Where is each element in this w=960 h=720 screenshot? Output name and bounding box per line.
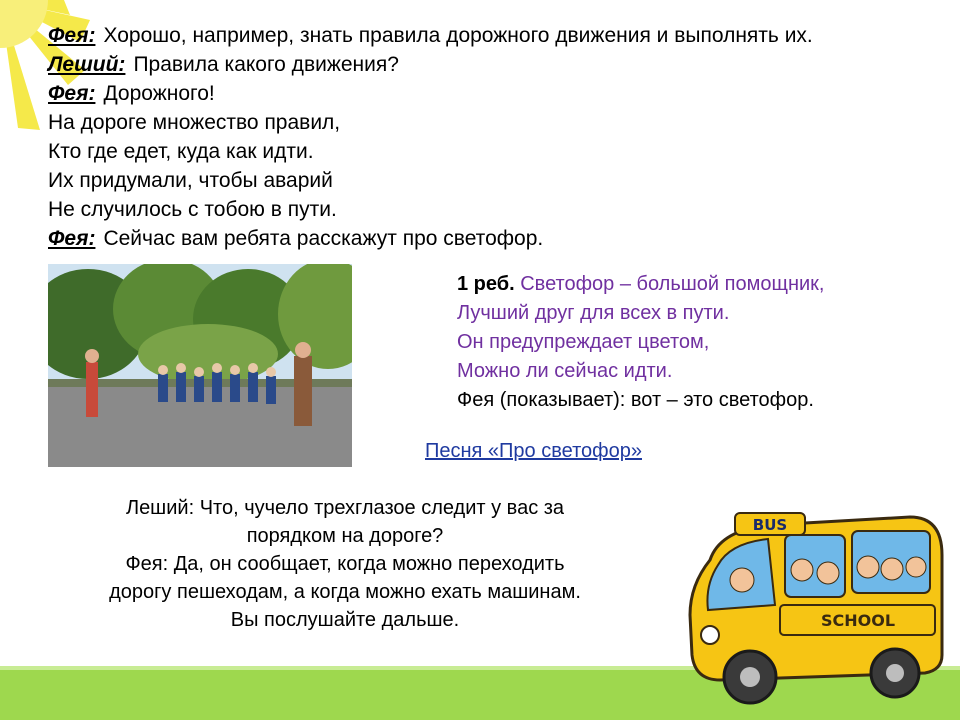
dialogue-text: Дорожного! — [103, 82, 215, 105]
speaker-label: Леший: — [48, 53, 126, 76]
closing-dialogue — [50, 494, 640, 634]
child-label: 1 реб. — [457, 273, 515, 295]
speaker-label: Фея: — [48, 24, 96, 47]
closing-line: дорогу пешеходам, а когда можно ехать машинам. — [109, 581, 581, 603]
bus-side-label: SCHOOL — [820, 611, 896, 630]
poem-line: Можно ли сейчас идти. — [457, 360, 673, 382]
poem-line — [457, 270, 824, 299]
dialogue-line — [48, 166, 948, 195]
dialogue-text: Кто где едет, куда как идти. — [48, 140, 314, 163]
dialogue-line — [48, 79, 948, 108]
dialogue-line — [48, 21, 948, 50]
poem-line: Он предупреждает цветом, — [457, 331, 710, 353]
dialogue-text: Сейчас вам ребята расскажут про светофор. — [103, 227, 544, 250]
closing-line: порядком на дороге? — [246, 525, 444, 547]
dialogue-text: На дороге множество правил, — [48, 111, 341, 134]
poem-line: Фея (показывает): вот – это светофор. — [457, 389, 814, 411]
dialogue-text: Не случилось с тобою в пути. — [48, 198, 337, 221]
dialogue-line — [48, 195, 948, 224]
dialogue-line — [48, 224, 948, 253]
poem-block — [457, 270, 824, 415]
dialogue-text: Правила какого движения? — [133, 53, 399, 76]
dialogue-line — [48, 108, 948, 137]
dialogue-text: Их придумали, чтобы аварий — [48, 169, 333, 192]
dialogue-text: Хорошо, например, знать правила дорожного движения и выполнять их. — [103, 24, 813, 47]
closing-line: Фея: Да, он сообщает, когда можно переходить — [125, 553, 565, 575]
poem-line: Лучший друг для всех в пути. — [457, 302, 730, 324]
children-photo — [48, 264, 352, 467]
closing-line: Вы послушайте дальше. — [230, 609, 460, 631]
dialogue-line — [48, 50, 948, 79]
speaker-label: Фея: — [48, 227, 96, 250]
dialogue-line — [48, 137, 948, 166]
song-link[interactable]: Песня «Про светофор» — [425, 440, 642, 462]
school-bus-icon — [680, 505, 950, 710]
dialogue-block — [48, 21, 948, 253]
speaker-label: Фея: — [48, 82, 96, 105]
poem-text: Светофор – большой помощник, — [520, 273, 825, 295]
bus-sign: BUS — [752, 516, 788, 534]
closing-line: Леший: Что, чучело трехглазое следит у вас за — [125, 497, 565, 519]
